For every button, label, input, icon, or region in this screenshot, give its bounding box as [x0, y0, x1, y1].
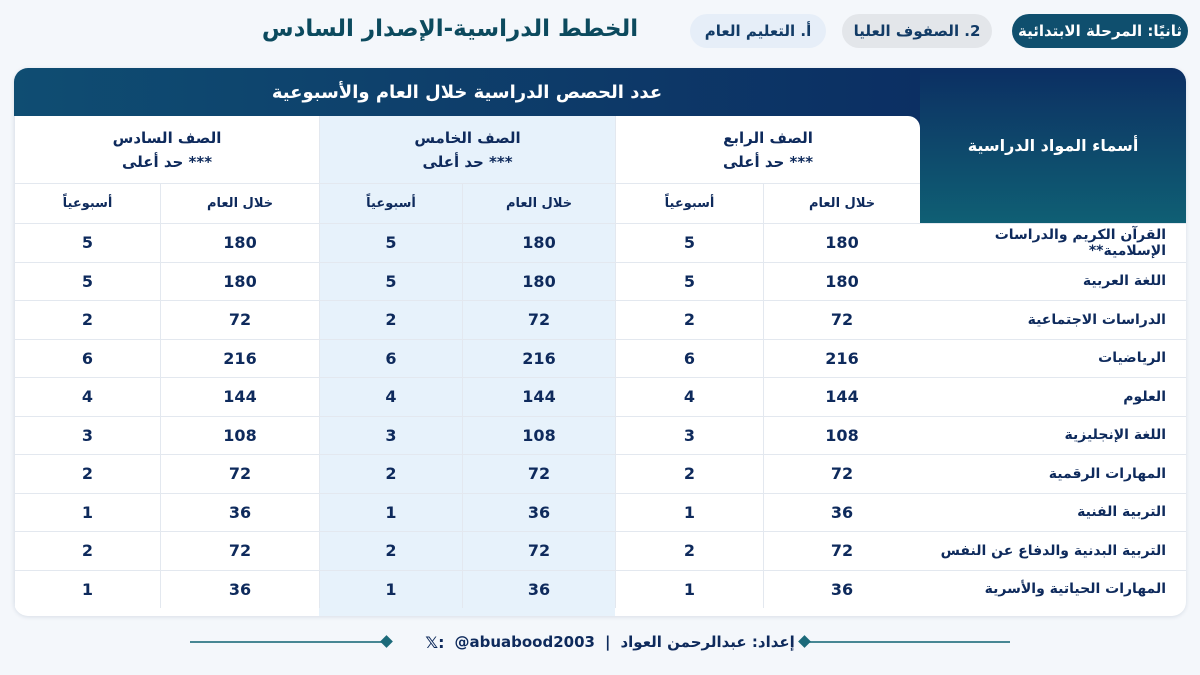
cell-g6-weekly: 1	[14, 571, 160, 609]
subject-name: اللغة العربية	[1082, 273, 1166, 290]
grade5-header	[319, 116, 615, 184]
cell-g6-annual: 36	[160, 571, 319, 609]
cell-g4-weekly: 6	[615, 340, 763, 378]
cell-g5-weekly: 2	[319, 532, 462, 570]
cell-g4-annual: 36	[763, 571, 920, 609]
cell-g6-annual: 36	[160, 494, 319, 532]
subject-name: المهارات الرقمية	[1048, 465, 1166, 482]
cell-g4-weekly: 5	[615, 263, 763, 301]
cell-g6-weekly: 5	[14, 263, 160, 301]
subject-name: التربية الفنية	[1077, 504, 1166, 521]
cell-g6-annual: 144	[160, 378, 319, 416]
cell-g5-annual: 72	[462, 301, 615, 339]
cell-g6-weekly: 2	[14, 301, 160, 339]
table-row	[14, 339, 1186, 378]
grade4-annual-header: خلال العام	[763, 184, 920, 223]
cell-g4-weekly: 1	[615, 571, 763, 609]
cell-g4-weekly: 5	[615, 224, 763, 262]
cell-g5-weekly: 5	[319, 263, 462, 301]
grade4-note: *** حد أعلى	[722, 152, 814, 171]
cell-g6-weekly: 2	[14, 532, 160, 570]
footer-line-right	[808, 641, 1010, 643]
cell-g4-annual: 72	[763, 455, 920, 493]
cell-g5-annual: 36	[462, 571, 615, 609]
x-label: :	[438, 632, 445, 652]
subject-name: القرآن الكريم والدراسات الإسلامية**	[994, 226, 1166, 259]
grade5-note: *** حد أعلى	[422, 152, 513, 171]
cell-g5-weekly: 1	[319, 494, 462, 532]
cell-g4-weekly: 1	[615, 494, 763, 532]
table-row	[14, 300, 1186, 339]
cell-g6-weekly: 2	[14, 455, 160, 493]
table-row	[14, 377, 1186, 416]
grade4-header	[615, 116, 920, 184]
cell-g4-annual: 36	[763, 494, 920, 532]
general-education-pill[interactable]: أ. التعليم العام	[690, 14, 826, 48]
cell-g4-weekly: 3	[615, 417, 763, 455]
subjects-header: أسماء المواد الدراسية	[920, 68, 1186, 223]
cell-g6-annual: 72	[160, 455, 319, 493]
cell-g4-weekly: 4	[615, 378, 763, 416]
grade5-name: الصف الخامس	[414, 128, 521, 147]
cell-g5-weekly: 2	[319, 301, 462, 339]
cell-g6-weekly: 6	[14, 340, 160, 378]
footer-handle[interactable]: @abuabood2003	[454, 633, 595, 651]
cell-g5-weekly: 4	[319, 378, 462, 416]
top-bar	[0, 12, 1200, 52]
cell-g6-annual: 108	[160, 417, 319, 455]
grade5-annual-header: خلال العام	[462, 184, 615, 223]
cell-g4-annual: 180	[763, 263, 920, 301]
subject-name: العلوم	[1123, 388, 1166, 405]
subject-name: المهارات الحياتية والأسرية	[984, 581, 1166, 598]
table-row	[14, 493, 1186, 532]
cell-g4-weekly: 2	[615, 532, 763, 570]
cell-g5-annual: 180	[462, 263, 615, 301]
cell-g5-annual: 108	[462, 417, 615, 455]
cell-g6-annual: 180	[160, 263, 319, 301]
cell-g5-annual: 36	[462, 494, 615, 532]
grade5-weekly-header: أسبوعياً	[319, 184, 462, 223]
cell-g4-annual: 72	[763, 301, 920, 339]
cell-g6-weekly: 5	[14, 224, 160, 262]
cell-g4-annual: 72	[763, 532, 920, 570]
study-plan-table	[14, 68, 1186, 616]
table-body	[14, 223, 1186, 616]
cell-g6-weekly: 3	[14, 417, 160, 455]
periods-title: عدد الحصص الدراسية خلال العام والأسبوعية	[271, 81, 663, 103]
page-title: الخطط الدراسية-الإصدار السادس	[261, 16, 639, 42]
subject-name: اللغة الإنجليزية	[1064, 427, 1166, 444]
cell-g5-weekly: 5	[319, 224, 462, 262]
cell-g5-weekly: 6	[319, 340, 462, 378]
cell-g5-annual: 72	[462, 455, 615, 493]
subject-name: التربية البدنية والدفاع عن النفس	[940, 542, 1166, 559]
cell-g5-annual: 144	[462, 378, 615, 416]
cell-g5-annual: 216	[462, 340, 615, 378]
cell-g6-annual: 216	[160, 340, 319, 378]
x-logo-icon[interactable]: 𝕏:	[425, 632, 445, 652]
upper-grades-pill[interactable]: 2. الصفوف العليا	[842, 14, 992, 48]
footer-prepared-by: إعداد: عبدالرحمن العواد	[620, 633, 795, 651]
subject-name: الرياضيات	[1098, 350, 1166, 367]
cell-g4-annual: 180	[763, 224, 920, 262]
cell-g5-weekly: 3	[319, 417, 462, 455]
cell-g5-weekly: 2	[319, 455, 462, 493]
cell-g6-weekly: 4	[14, 378, 160, 416]
grades-panel	[14, 116, 920, 223]
cell-g4-weekly: 2	[615, 301, 763, 339]
footer-line-left	[190, 641, 386, 643]
diamond-left-icon	[380, 635, 393, 648]
cell-g4-weekly: 2	[615, 455, 763, 493]
cell-g4-annual: 216	[763, 340, 920, 378]
grade6-name: الصف السادس	[112, 128, 222, 147]
cell-g5-annual: 72	[462, 532, 615, 570]
grade6-note: *** حد أعلى	[121, 152, 213, 171]
cell-g6-annual: 180	[160, 224, 319, 262]
diamond-right-icon	[798, 635, 811, 648]
table-row	[14, 262, 1186, 301]
grade4-name: الصف الرابع	[723, 128, 813, 147]
table-row	[14, 223, 1186, 262]
table-row	[14, 570, 1186, 609]
grade4-weekly-header: أسبوعياً	[615, 184, 763, 223]
cell-g6-annual: 72	[160, 532, 319, 570]
footer-credit	[420, 630, 800, 654]
cell-g4-annual: 108	[763, 417, 920, 455]
grade6-annual-header: خلال العام	[160, 184, 319, 223]
grade6-header	[14, 116, 319, 184]
footer	[0, 630, 1200, 654]
cell-g4-annual: 144	[763, 378, 920, 416]
cell-g6-weekly: 1	[14, 494, 160, 532]
table-row	[14, 454, 1186, 493]
grade6-weekly-header: أسبوعياً	[14, 184, 160, 223]
cell-g6-annual: 72	[160, 301, 319, 339]
periods-header	[14, 68, 920, 223]
table-row	[14, 416, 1186, 455]
cell-g5-annual: 180	[462, 224, 615, 262]
stage-pill[interactable]: ثانيًا: المرحلة الابتدائية	[1012, 14, 1188, 48]
footer-separator: |	[604, 633, 611, 651]
table-row	[14, 531, 1186, 570]
cell-g5-weekly: 1	[319, 571, 462, 609]
subject-name: الدراسات الاجتماعية	[1027, 311, 1166, 328]
